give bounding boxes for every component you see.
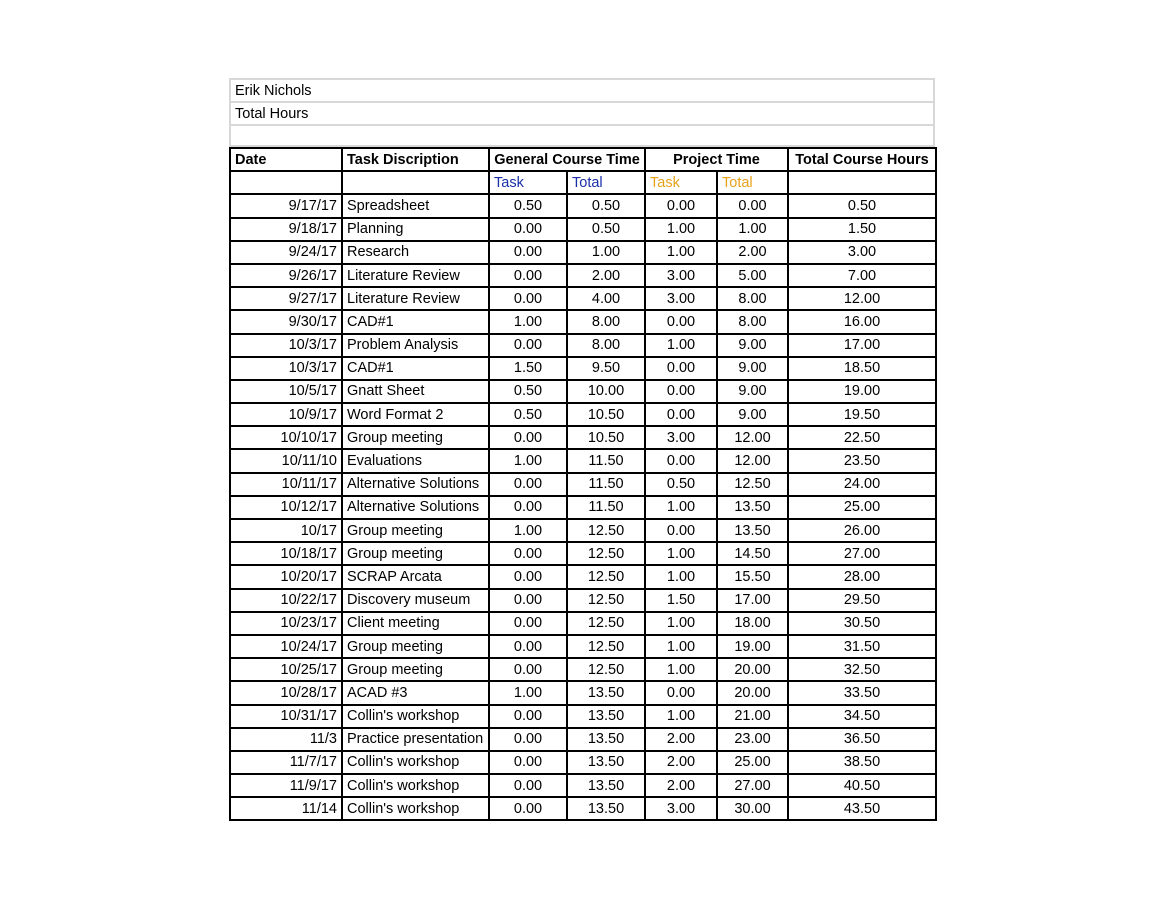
cell-project-total: 20.00 bbox=[717, 658, 788, 681]
cell-project-task: 0.50 bbox=[645, 473, 717, 496]
cell-task: Research bbox=[342, 241, 489, 264]
cell-general-total: 0.50 bbox=[567, 194, 645, 217]
cell-course-total: 25.00 bbox=[788, 496, 936, 519]
cell-general-total: 12.50 bbox=[567, 658, 645, 681]
cell-general-task: 0.00 bbox=[489, 612, 567, 635]
cell-task: Collin's workshop bbox=[342, 797, 489, 820]
cell-project-task: 0.00 bbox=[645, 380, 717, 403]
cell-task: Client meeting bbox=[342, 612, 489, 635]
cell-task: Collin's workshop bbox=[342, 774, 489, 797]
cell-task: Group meeting bbox=[342, 658, 489, 681]
cell-project-task: 1.00 bbox=[645, 635, 717, 658]
cell-general-task: 0.00 bbox=[489, 774, 567, 797]
cell-general-total: 2.00 bbox=[567, 264, 645, 287]
cell-project-task: 1.00 bbox=[645, 218, 717, 241]
cell-project-total: 12.00 bbox=[717, 426, 788, 449]
col-general-course-time: General Course Time bbox=[489, 148, 645, 171]
cell-course-total: 27.00 bbox=[788, 542, 936, 565]
cell-general-total: 13.50 bbox=[567, 705, 645, 728]
cell-general-task: 0.50 bbox=[489, 380, 567, 403]
cell-general-total: 12.50 bbox=[567, 519, 645, 542]
cell-general-task: 1.50 bbox=[489, 357, 567, 380]
cell-project-total: 21.00 bbox=[717, 705, 788, 728]
cell-course-total: 28.00 bbox=[788, 565, 936, 588]
col-task: Task Discription bbox=[342, 148, 489, 171]
table-row bbox=[230, 264, 936, 287]
cell-course-total: 3.00 bbox=[788, 241, 936, 264]
cell-project-task: 1.00 bbox=[645, 565, 717, 588]
cell-date: 10/20/17 bbox=[230, 565, 342, 588]
cell-project-total: 9.00 bbox=[717, 380, 788, 403]
cell-course-total: 18.50 bbox=[788, 357, 936, 380]
cell-course-total: 0.50 bbox=[788, 194, 936, 217]
cell-date: 9/30/17 bbox=[230, 310, 342, 333]
cell-course-total: 22.50 bbox=[788, 426, 936, 449]
cell-general-task: 0.50 bbox=[489, 403, 567, 426]
cell-general-total: 11.50 bbox=[567, 473, 645, 496]
cell-course-total: 40.50 bbox=[788, 774, 936, 797]
cell-general-total: 10.50 bbox=[567, 426, 645, 449]
cell-general-total: 4.00 bbox=[567, 287, 645, 310]
cell-task: Alternative Solutions bbox=[342, 473, 489, 496]
cell-general-total: 8.00 bbox=[567, 310, 645, 333]
cell-course-total: 43.50 bbox=[788, 797, 936, 820]
col-date: Date bbox=[230, 148, 342, 171]
cell-date: 10/9/17 bbox=[230, 403, 342, 426]
cell-project-task: 2.00 bbox=[645, 774, 717, 797]
cell-task: Collin's workshop bbox=[342, 705, 489, 728]
cell-project-task: 1.00 bbox=[645, 241, 717, 264]
cell-general-total: 12.50 bbox=[567, 565, 645, 588]
column-header-row bbox=[230, 148, 936, 171]
cell-project-total: 27.00 bbox=[717, 774, 788, 797]
cell-project-task: 0.00 bbox=[645, 310, 717, 333]
cell-project-task: 0.00 bbox=[645, 681, 717, 704]
col-project-time: Project Time bbox=[645, 148, 788, 171]
col-total-course-hours: Total Course Hours bbox=[788, 148, 936, 171]
cell-project-task: 1.00 bbox=[645, 496, 717, 519]
cell-project-task: 1.00 bbox=[645, 705, 717, 728]
cell-project-total: 13.50 bbox=[717, 519, 788, 542]
cell-date: 10/5/17 bbox=[230, 380, 342, 403]
student-name: Erik Nichols bbox=[229, 78, 935, 101]
cell-general-task: 0.00 bbox=[489, 473, 567, 496]
cell-project-task: 1.00 bbox=[645, 542, 717, 565]
cell-project-task: 2.00 bbox=[645, 751, 717, 774]
cell-general-task: 0.00 bbox=[489, 797, 567, 820]
sheet-subtitle: Total Hours bbox=[229, 101, 935, 124]
cell-date: 10/28/17 bbox=[230, 681, 342, 704]
cell-project-total: 5.00 bbox=[717, 264, 788, 287]
cell-project-task: 1.00 bbox=[645, 658, 717, 681]
cell-task: Evaluations bbox=[342, 449, 489, 472]
cell-task: CAD#1 bbox=[342, 310, 489, 333]
cell-course-total: 29.50 bbox=[788, 589, 936, 612]
cell-general-task: 0.00 bbox=[489, 751, 567, 774]
table-row bbox=[230, 496, 936, 519]
sub-general-task: Task bbox=[489, 171, 567, 194]
cell-general-total: 12.50 bbox=[567, 589, 645, 612]
table-row bbox=[230, 751, 936, 774]
cell-general-total: 11.50 bbox=[567, 449, 645, 472]
cell-general-total: 9.50 bbox=[567, 357, 645, 380]
cell-project-task: 3.00 bbox=[645, 797, 717, 820]
table-row bbox=[230, 357, 936, 380]
cell-date: 10/11/17 bbox=[230, 473, 342, 496]
table-row bbox=[230, 426, 936, 449]
cell-general-total: 12.50 bbox=[567, 635, 645, 658]
sub-project-task: Task bbox=[645, 171, 717, 194]
cell-general-task: 1.00 bbox=[489, 449, 567, 472]
cell-project-total: 8.00 bbox=[717, 310, 788, 333]
cell-date: 9/26/17 bbox=[230, 264, 342, 287]
table-row bbox=[230, 681, 936, 704]
cell-project-task: 0.00 bbox=[645, 519, 717, 542]
cell-general-task: 0.00 bbox=[489, 426, 567, 449]
cell-task: Spreadsheet bbox=[342, 194, 489, 217]
table-row bbox=[230, 403, 936, 426]
cell-task: Problem Analysis bbox=[342, 334, 489, 357]
cell-date: 10/10/17 bbox=[230, 426, 342, 449]
cell-general-task: 0.00 bbox=[489, 565, 567, 588]
cell-general-task: 0.00 bbox=[489, 241, 567, 264]
cell-date: 10/22/17 bbox=[230, 589, 342, 612]
cell-general-task: 0.00 bbox=[489, 705, 567, 728]
cell-task: Group meeting bbox=[342, 426, 489, 449]
table-row bbox=[230, 449, 936, 472]
cell-project-total: 9.00 bbox=[717, 334, 788, 357]
cell-general-task: 0.00 bbox=[489, 658, 567, 681]
table-row bbox=[230, 542, 936, 565]
sub-project-total: Total bbox=[717, 171, 788, 194]
cell-course-total: 32.50 bbox=[788, 658, 936, 681]
sub-empty-task bbox=[342, 171, 489, 194]
cell-date: 9/18/17 bbox=[230, 218, 342, 241]
table-row bbox=[230, 287, 936, 310]
cell-project-total: 14.50 bbox=[717, 542, 788, 565]
cell-project-total: 9.00 bbox=[717, 357, 788, 380]
cell-general-total: 10.00 bbox=[567, 380, 645, 403]
cell-general-task: 0.00 bbox=[489, 728, 567, 751]
cell-course-total: 30.50 bbox=[788, 612, 936, 635]
cell-date: 11/9/17 bbox=[230, 774, 342, 797]
table-row bbox=[230, 728, 936, 751]
cell-task: Group meeting bbox=[342, 519, 489, 542]
cell-project-total: 9.00 bbox=[717, 403, 788, 426]
cell-general-task: 0.00 bbox=[489, 496, 567, 519]
cell-general-task: 0.00 bbox=[489, 264, 567, 287]
cell-date: 10/17 bbox=[230, 519, 342, 542]
cell-general-task: 0.00 bbox=[489, 589, 567, 612]
cell-project-total: 23.00 bbox=[717, 728, 788, 751]
cell-course-total: 12.00 bbox=[788, 287, 936, 310]
cell-project-task: 0.00 bbox=[645, 449, 717, 472]
cell-project-task: 3.00 bbox=[645, 287, 717, 310]
cell-general-total: 12.50 bbox=[567, 542, 645, 565]
sub-general-total: Total bbox=[567, 171, 645, 194]
cell-general-task: 1.00 bbox=[489, 310, 567, 333]
cell-task: SCRAP Arcata bbox=[342, 565, 489, 588]
cell-date: 11/7/17 bbox=[230, 751, 342, 774]
cell-project-task: 3.00 bbox=[645, 426, 717, 449]
cell-project-total: 8.00 bbox=[717, 287, 788, 310]
cell-general-task: 0.00 bbox=[489, 635, 567, 658]
table-row bbox=[230, 310, 936, 333]
table-row bbox=[230, 658, 936, 681]
cell-date: 10/23/17 bbox=[230, 612, 342, 635]
cell-date: 10/18/17 bbox=[230, 542, 342, 565]
sub-empty-total bbox=[788, 171, 936, 194]
cell-project-task: 0.00 bbox=[645, 357, 717, 380]
cell-general-total: 13.50 bbox=[567, 728, 645, 751]
cell-project-task: 0.00 bbox=[645, 194, 717, 217]
cell-general-task: 0.00 bbox=[489, 542, 567, 565]
cell-course-total: 23.50 bbox=[788, 449, 936, 472]
cell-task: Literature Review bbox=[342, 264, 489, 287]
cell-project-task: 1.50 bbox=[645, 589, 717, 612]
cell-task: Practice presentation bbox=[342, 728, 489, 751]
cell-project-task: 3.00 bbox=[645, 264, 717, 287]
table-body bbox=[230, 194, 936, 820]
cell-date: 11/3 bbox=[230, 728, 342, 751]
cell-date: 10/25/17 bbox=[230, 658, 342, 681]
table-row bbox=[230, 519, 936, 542]
cell-date: 10/12/17 bbox=[230, 496, 342, 519]
cell-course-total: 17.00 bbox=[788, 334, 936, 357]
cell-general-total: 13.50 bbox=[567, 797, 645, 820]
table-row bbox=[230, 241, 936, 264]
timesheet bbox=[229, 78, 935, 821]
cell-project-task: 1.00 bbox=[645, 334, 717, 357]
cell-date: 9/27/17 bbox=[230, 287, 342, 310]
cell-general-task: 0.50 bbox=[489, 194, 567, 217]
cell-project-total: 25.00 bbox=[717, 751, 788, 774]
table-row bbox=[230, 774, 936, 797]
cell-general-total: 13.50 bbox=[567, 774, 645, 797]
cell-project-total: 20.00 bbox=[717, 681, 788, 704]
table-row bbox=[230, 334, 936, 357]
cell-course-total: 33.50 bbox=[788, 681, 936, 704]
cell-course-total: 16.00 bbox=[788, 310, 936, 333]
cell-task: Gnatt Sheet bbox=[342, 380, 489, 403]
cell-date: 10/3/17 bbox=[230, 357, 342, 380]
cell-course-total: 7.00 bbox=[788, 264, 936, 287]
cell-general-total: 12.50 bbox=[567, 612, 645, 635]
table-row bbox=[230, 473, 936, 496]
cell-task: Planning bbox=[342, 218, 489, 241]
table-row bbox=[230, 565, 936, 588]
sub-header-row bbox=[230, 171, 936, 194]
table-row bbox=[230, 194, 936, 217]
cell-general-total: 1.00 bbox=[567, 241, 645, 264]
cell-course-total: 1.50 bbox=[788, 218, 936, 241]
cell-date: 10/11/10 bbox=[230, 449, 342, 472]
cell-project-total: 2.00 bbox=[717, 241, 788, 264]
cell-project-total: 0.00 bbox=[717, 194, 788, 217]
cell-general-total: 8.00 bbox=[567, 334, 645, 357]
cell-course-total: 19.00 bbox=[788, 380, 936, 403]
cell-project-total: 12.50 bbox=[717, 473, 788, 496]
cell-course-total: 26.00 bbox=[788, 519, 936, 542]
cell-general-total: 10.50 bbox=[567, 403, 645, 426]
cell-course-total: 24.00 bbox=[788, 473, 936, 496]
cell-date: 10/24/17 bbox=[230, 635, 342, 658]
cell-project-task: 0.00 bbox=[645, 403, 717, 426]
cell-task: Literature Review bbox=[342, 287, 489, 310]
cell-project-total: 17.00 bbox=[717, 589, 788, 612]
cell-project-total: 12.00 bbox=[717, 449, 788, 472]
cell-task: CAD#1 bbox=[342, 357, 489, 380]
cell-general-task: 1.00 bbox=[489, 519, 567, 542]
table-row bbox=[230, 612, 936, 635]
cell-task: Alternative Solutions bbox=[342, 496, 489, 519]
cell-project-total: 18.00 bbox=[717, 612, 788, 635]
cell-general-task: 0.00 bbox=[489, 287, 567, 310]
cell-course-total: 36.50 bbox=[788, 728, 936, 751]
cell-project-total: 30.00 bbox=[717, 797, 788, 820]
cell-task: Group meeting bbox=[342, 542, 489, 565]
cell-course-total: 38.50 bbox=[788, 751, 936, 774]
cell-project-total: 15.50 bbox=[717, 565, 788, 588]
cell-course-total: 34.50 bbox=[788, 705, 936, 728]
cell-course-total: 31.50 bbox=[788, 635, 936, 658]
cell-task: Discovery museum bbox=[342, 589, 489, 612]
blank-row bbox=[229, 124, 935, 147]
cell-general-task: 0.00 bbox=[489, 218, 567, 241]
table-row bbox=[230, 705, 936, 728]
table-row bbox=[230, 218, 936, 241]
cell-project-total: 19.00 bbox=[717, 635, 788, 658]
cell-general-task: 0.00 bbox=[489, 334, 567, 357]
cell-course-total: 19.50 bbox=[788, 403, 936, 426]
cell-task: ACAD #3 bbox=[342, 681, 489, 704]
cell-project-task: 1.00 bbox=[645, 612, 717, 635]
table-row bbox=[230, 380, 936, 403]
cell-general-total: 13.50 bbox=[567, 751, 645, 774]
cell-project-task: 2.00 bbox=[645, 728, 717, 751]
cell-date: 10/31/17 bbox=[230, 705, 342, 728]
sub-empty-date bbox=[230, 171, 342, 194]
cell-general-total: 0.50 bbox=[567, 218, 645, 241]
cell-task: Collin's workshop bbox=[342, 751, 489, 774]
cell-project-total: 13.50 bbox=[717, 496, 788, 519]
cell-date: 11/14 bbox=[230, 797, 342, 820]
cell-date: 10/3/17 bbox=[230, 334, 342, 357]
cell-general-total: 13.50 bbox=[567, 681, 645, 704]
cell-general-total: 11.50 bbox=[567, 496, 645, 519]
cell-general-task: 1.00 bbox=[489, 681, 567, 704]
cell-task: Word Format 2 bbox=[342, 403, 489, 426]
table-row bbox=[230, 797, 936, 820]
hours-table bbox=[229, 147, 937, 821]
cell-date: 9/17/17 bbox=[230, 194, 342, 217]
cell-task: Group meeting bbox=[342, 635, 489, 658]
table-row bbox=[230, 635, 936, 658]
cell-date: 9/24/17 bbox=[230, 241, 342, 264]
table-row bbox=[230, 589, 936, 612]
cell-project-total: 1.00 bbox=[717, 218, 788, 241]
